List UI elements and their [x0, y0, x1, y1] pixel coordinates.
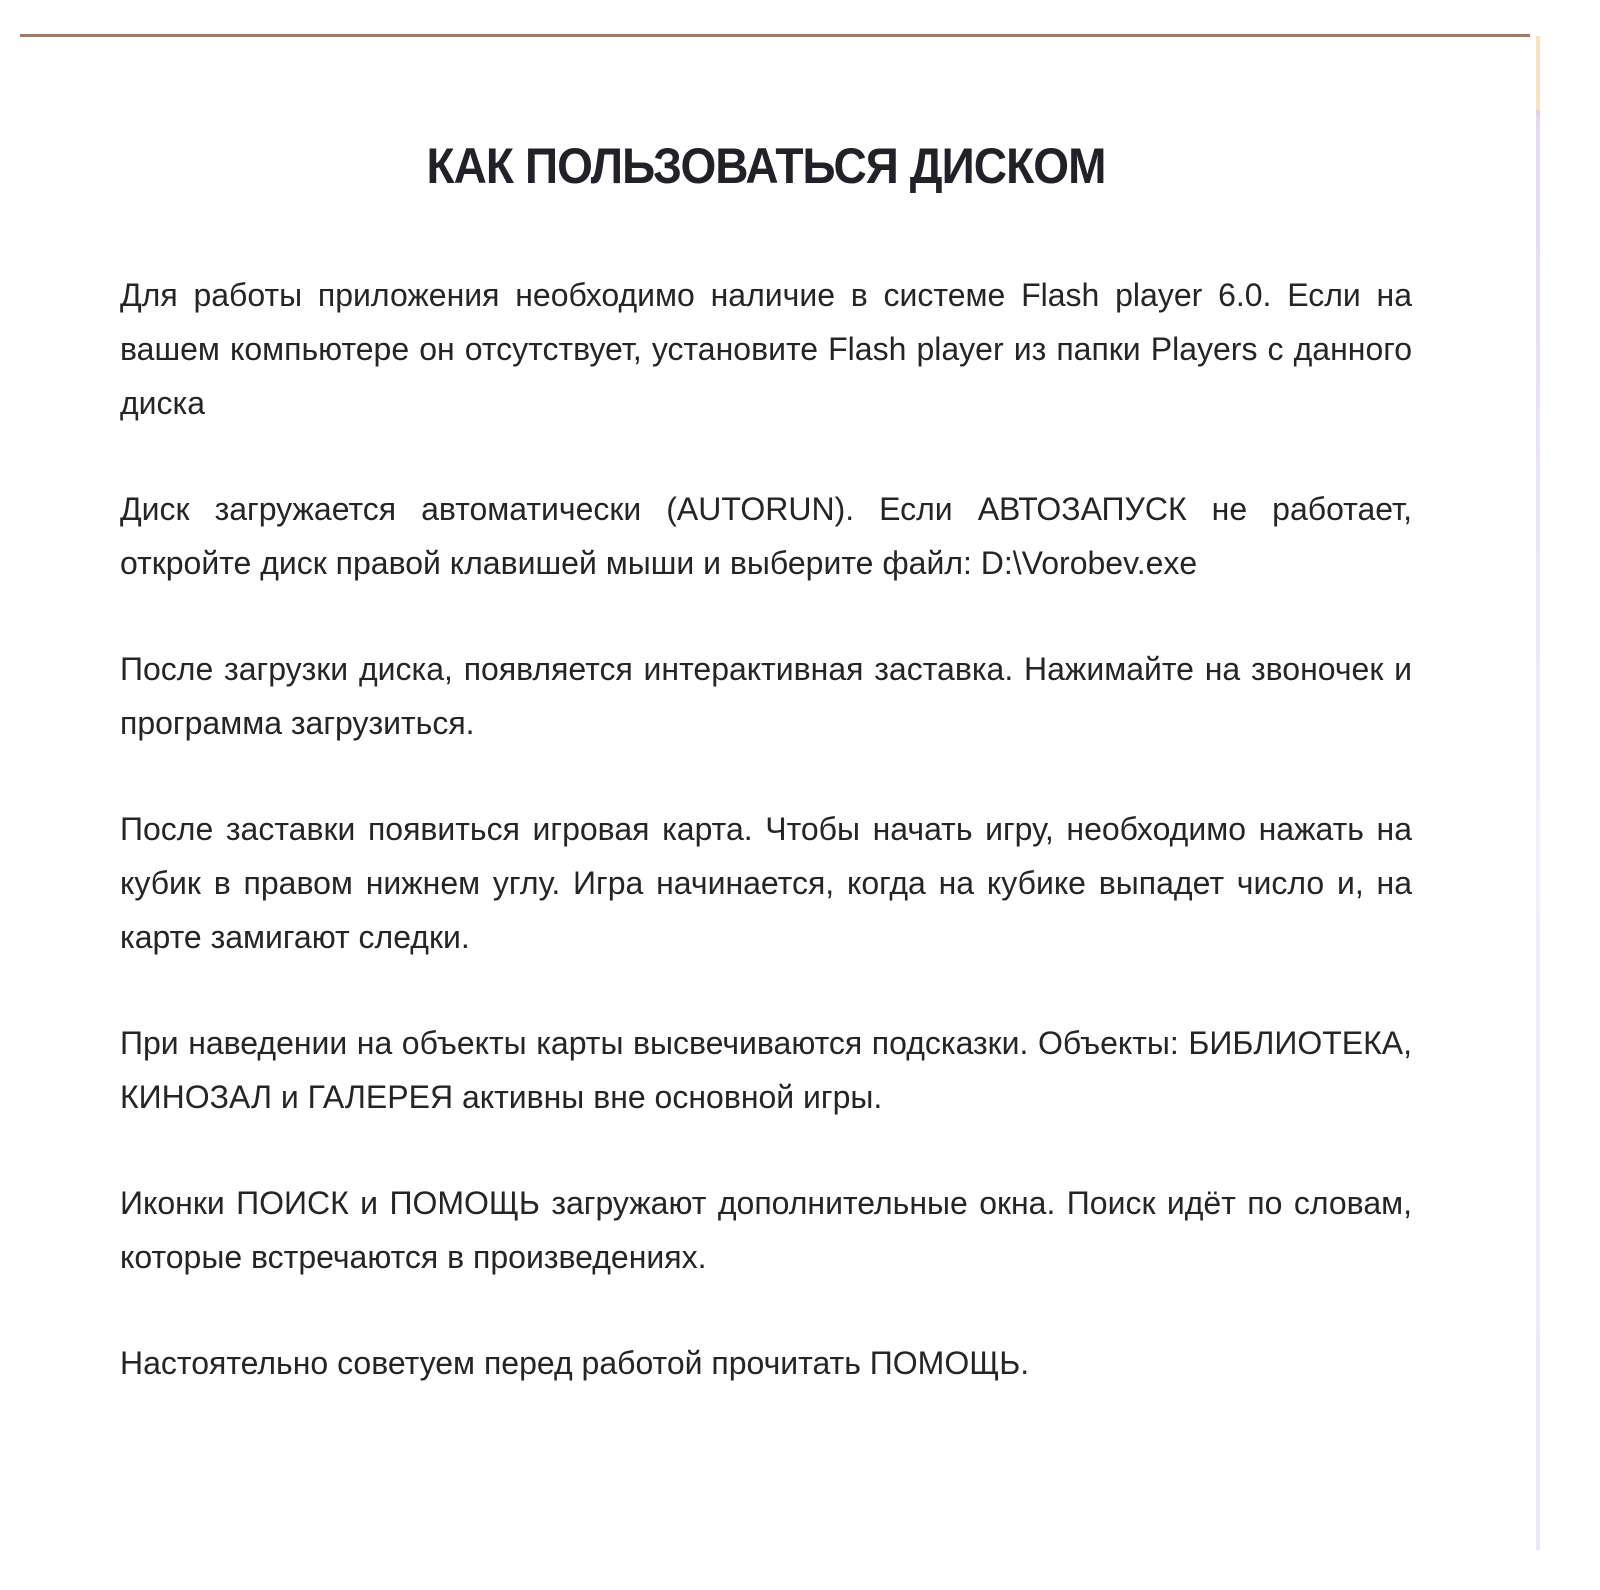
right-edge-tint-top: [1536, 36, 1540, 116]
right-edge-tint: [1536, 110, 1540, 1550]
top-edge-rule: [20, 34, 1530, 37]
paragraph-autorun: Диск загружается автоматически (AUTORUN). Если АВТОЗАПУСК не работает, откройте диск правой клавишей мыши и выберите файл: D:\Vorobev.exe: [120, 491, 1412, 581]
paragraph-game-map: После заставки появиться игровая карта. Чтобы начать игру, необходимо нажать на кубик в правом нижнем углу. Игра начинается, когда на кубике выпадет число и, на карте замигают следки.: [120, 811, 1412, 955]
paragraph-recommendation: Настоятельно советуем перед работой прочитать ПОМОЩЬ.: [120, 1345, 1030, 1381]
document-body: [120, 130, 1412, 1390]
paragraph-intro-screen: После загрузки диска, появляется интерактивная заставка. Нажимайте на звоночек и программа загрузиться.: [120, 651, 1412, 741]
page-title: КАК ПОЛЬЗОВАТЬСЯ ДИСКОМ: [426, 138, 1106, 194]
paragraph-flash-player: Для работы приложения необходимо наличие в системе Flash player 6.0. Если на вашем компьютере он отсутствует, установите Flash player из папки Players с данного диска: [120, 277, 1412, 421]
paragraph-search-help: Иконки ПОИСК и ПОМОЩЬ загружают дополнительные окна. Поиск идёт по словам, которые встречаются в произведениях.: [120, 1185, 1412, 1275]
paragraph-map-objects: При наведении на объекты карты высвечиваются подсказки. Объекты: БИБЛИОТЕКА, КИНОЗАЛ и ГАЛЕРЕЯ активны вне основной игры.: [120, 1025, 1412, 1115]
